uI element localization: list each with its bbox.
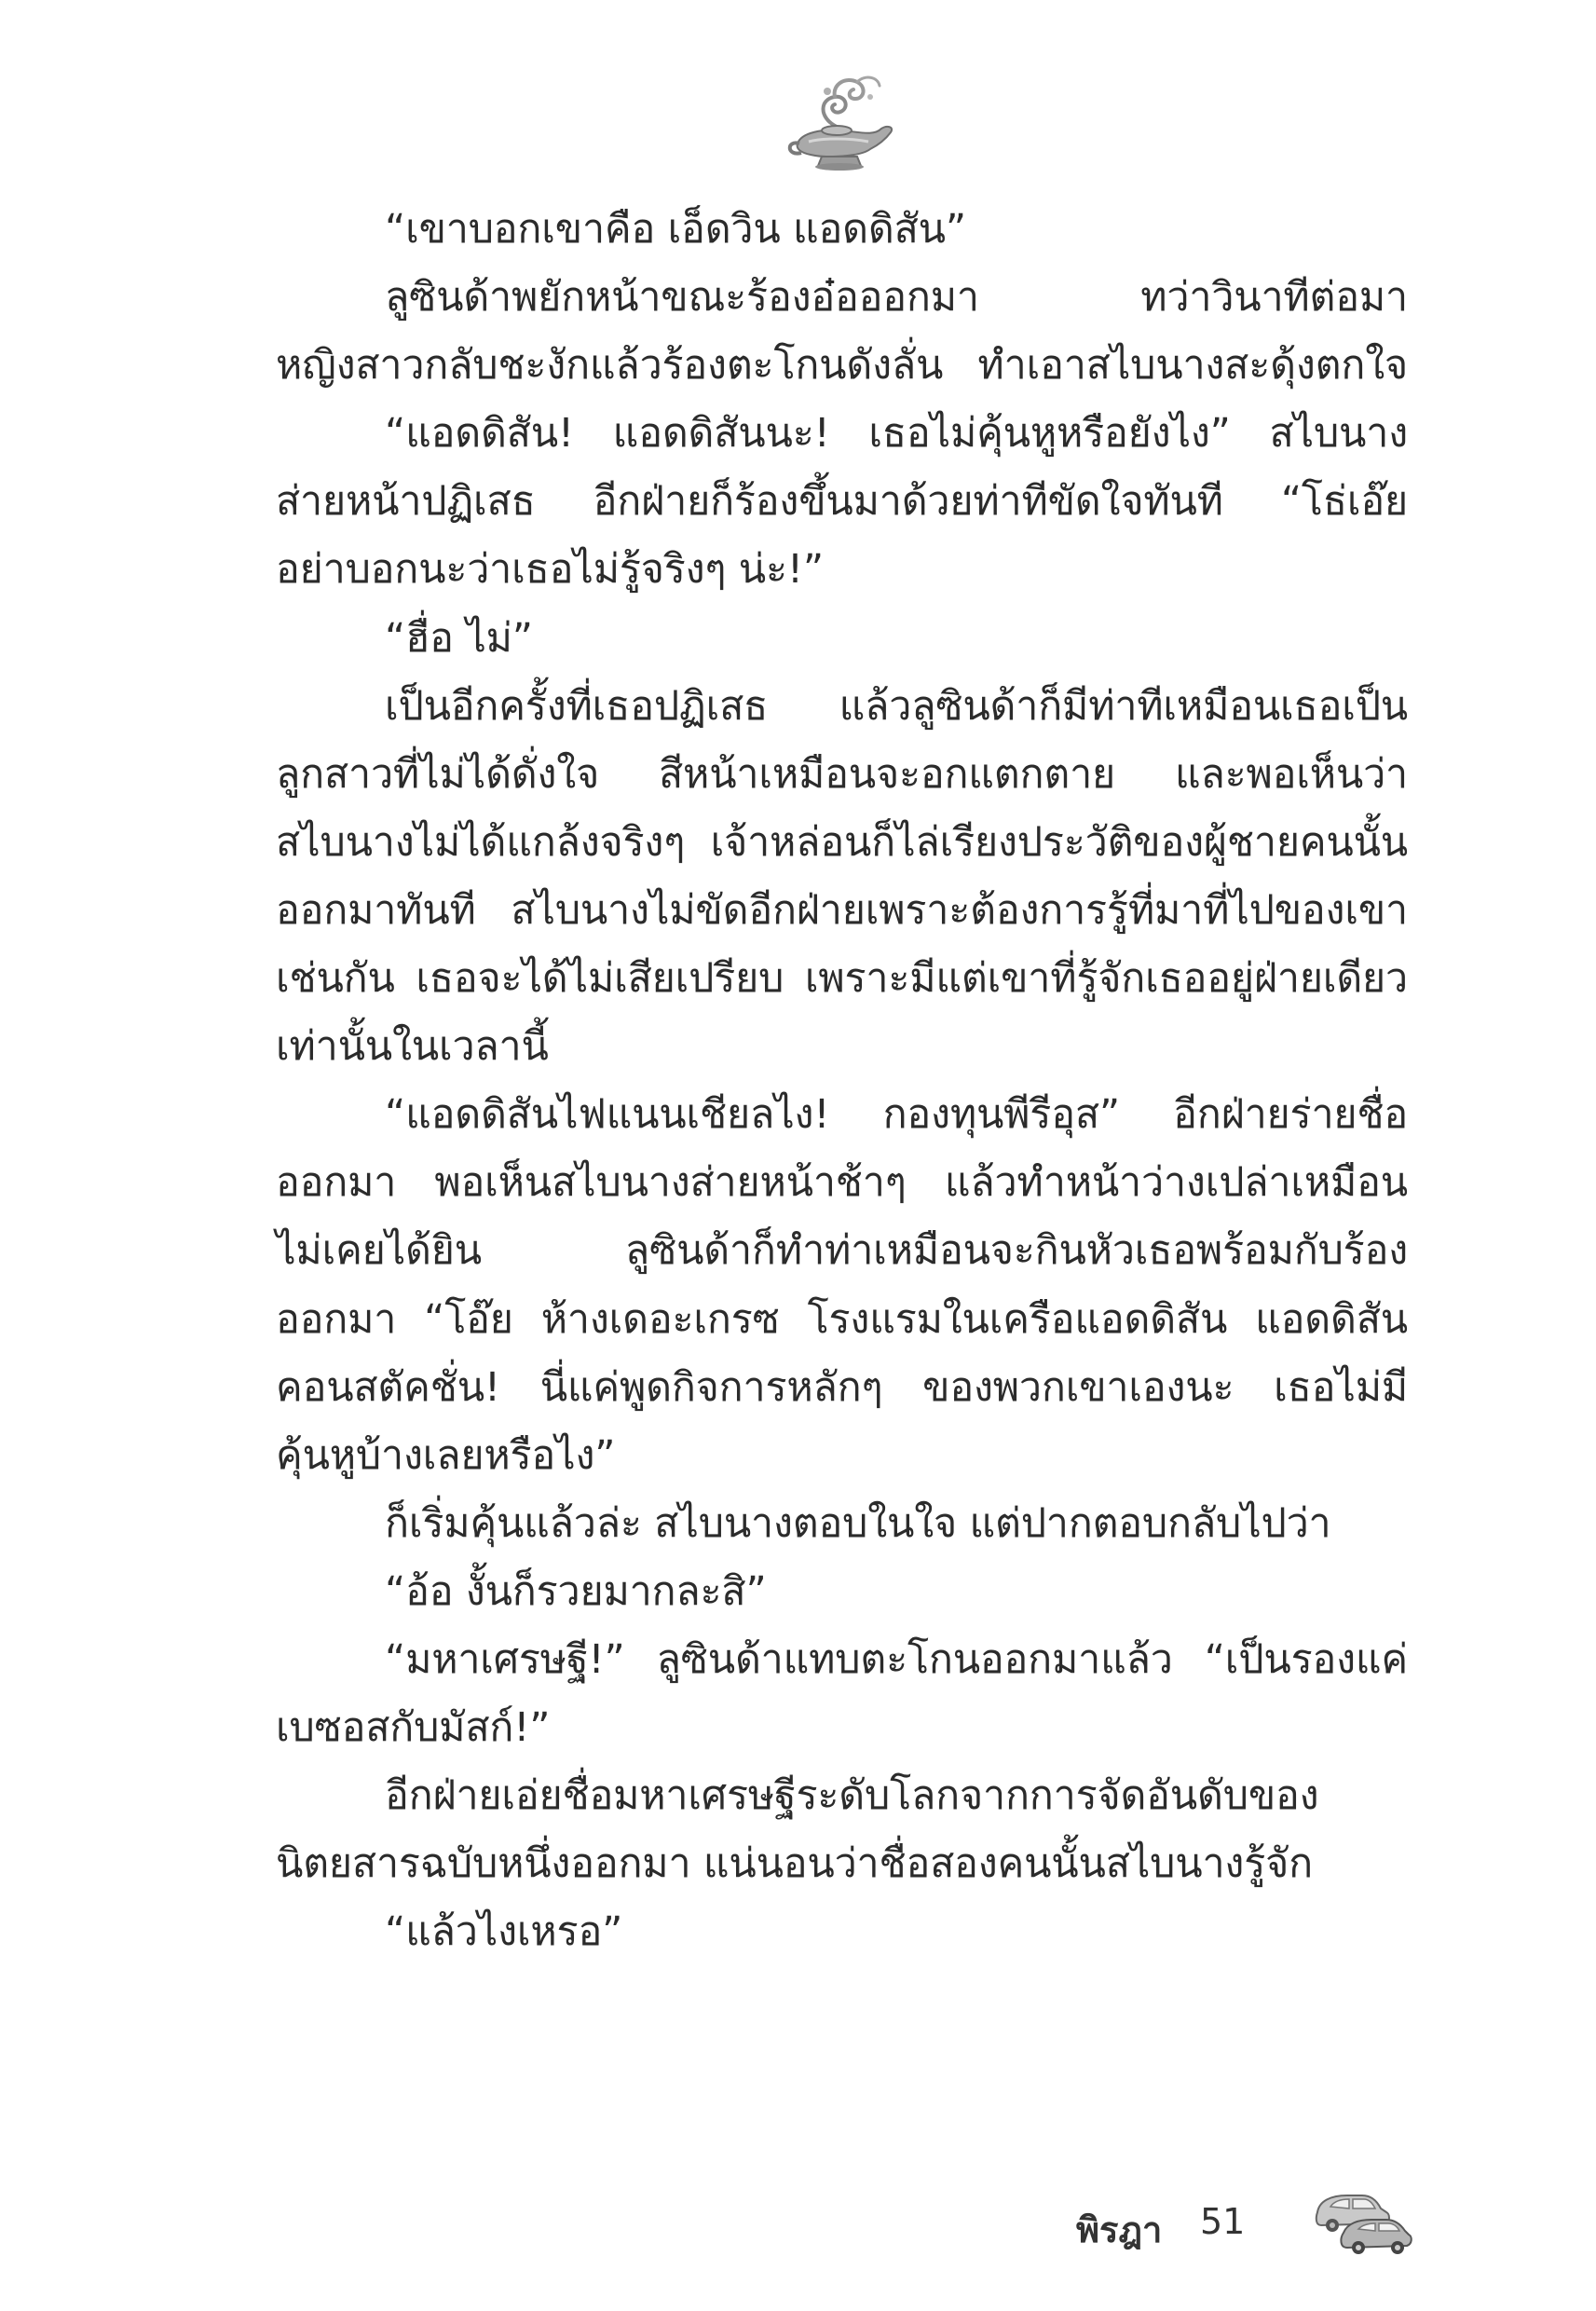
text-line: ส่ายหน้าปฏิเสธ อีกฝ่ายก็ร้องขึ้นมาด้วยท่าทีขัดใจทันที “โธ่เอ๊ย [276,478,1408,526]
text-line: เท่านั้นในเวลานี้ [276,1023,549,1071]
text-line: ออกมา “โอ๊ย ห้างเดอะเกรซ โรงแรมในเครือแอดดิสัน แอดดิสัน [276,1295,1408,1343]
text-line: อย่าบอกนะว่าเธอไม่รู้จริงๆ น่ะ!” [276,546,824,594]
text-line: ก็เริ่มคุ้นแล้วล่ะ สไบนางตอบในใจ แต่ปากตอบกลับไปว่า [385,1499,1331,1547]
text-line: เบซอสกับมัสก์!” [276,1704,551,1752]
text-line: “แอดดิสันไฟแนนเชียลไง! กองทุนพีรีอุส” อีกฝ่ายร่ายชื่อ [385,1091,1408,1139]
text-line: คอนสตัคชั่น! นี่แค่พูดกิจการหลักๆ ของพวกเขาเองนะ เธอไม่มี [276,1363,1408,1411]
footer-author-title: พิรฎา [1076,2209,1163,2250]
text-line: ไม่เคยได้ยิน ลูซินด้าก็ทำท่าเหมือนจะกินหัวเธอพร้อมกับร้อง [276,1227,1408,1275]
text-line: “อ้อ งั้นก็รวยมากละสิ” [385,1567,767,1615]
text-line: คุ้นหูบ้างเลยหรือไง” [276,1431,616,1479]
text-line: “เขาบอกเขาคือ เอ็ดวิน แอดดิสัน” [385,206,966,253]
text-line: “มหาเศรษฐี!” ลูซินด้าแทบตะโกนออกมาแล้ว “เป็นรองแค่ [385,1635,1408,1683]
cars-icon [1310,2181,1414,2255]
text-line: “ฮื่อ ไม่” [385,614,533,662]
text-line: อีกฝ่ายเอ่ยชื่อมหาเศรษฐีระดับโลกจากการจัดอันดับของ [385,1772,1319,1820]
text-line: “แอดดิสัน! แอดดิสันนะ! เธอไม่คุ้นหูหรือยังไง” สไบนาง [385,410,1408,458]
text-line: ออกมา พอเห็นสไบนางส่ายหน้าช้าๆ แล้วทำหน้าว่างเปล่าเหมือน [276,1159,1408,1207]
text-line: ลูกสาวที่ไม่ได้ดั่งใจ สีหน้าเหมือนจะอกแตกตาย และพอเห็นว่า [276,750,1408,798]
text-line: หญิงสาวกลับชะงักแล้วร้องตะโกนดังลั่น ทำเอาสไบนางสะดุ้งตกใจ [276,342,1408,390]
text-line: นิตยสารฉบับหนึ่งออกมา แน่นอนว่าชื่อสองคนนั้นสไบนางรู้จัก [276,1840,1313,1888]
text-line: เช่นกัน เธอจะได้ไม่เสียเปรียบ เพราะมีแต่เขาที่รู้จักเธออยู่ฝ่ายเดียว [276,955,1408,1003]
body-text [276,196,1408,1966]
page-number: 51 [1200,2201,1246,2242]
text-line: “แล้วไงเหรอ” [385,1908,623,1956]
page-footer [1071,2181,1425,2264]
text-line: เป็นอีกครั้งที่เธอปฏิเสธ แล้วลูซินด้าก็มีท่าทีเหมือนเธอเป็น [385,682,1408,730]
magic-lamp-icon [781,71,902,175]
text-line: ลูซินด้าพยักหน้าขณะร้องอ๋อออกมา ทว่าวินาทีต่อมา [385,274,1408,321]
text-line: ออกมาทันที สไบนางไม่ขัดอีกฝ่ายเพราะต้องการรู้ที่มาที่ไปของเขา [276,886,1408,934]
text-line: สไบนางไม่ได้แกล้งจริงๆ เจ้าหล่อนก็ไล่เรียงประวัติของผู้ชายคนนั้น [276,818,1408,866]
